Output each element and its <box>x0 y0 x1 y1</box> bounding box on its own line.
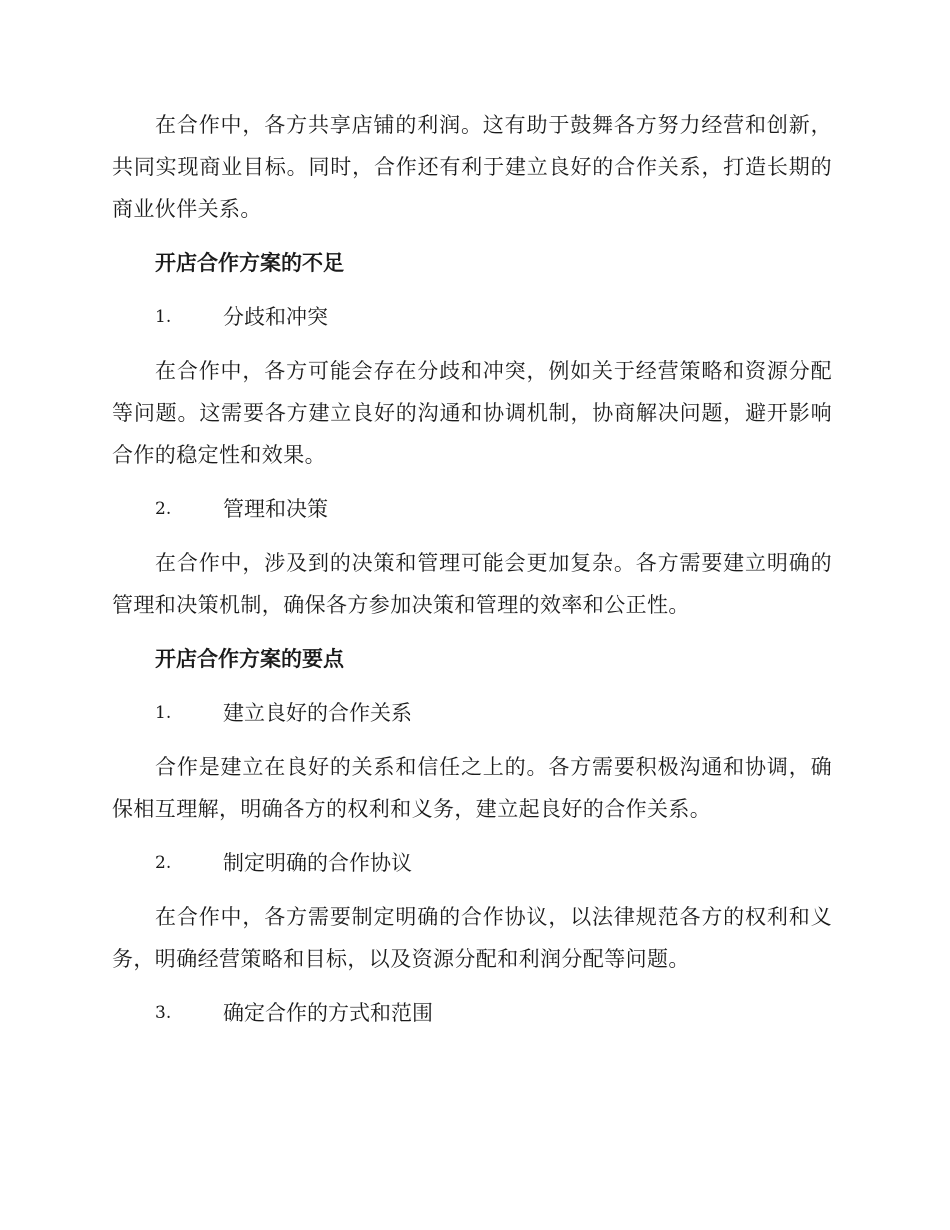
paragraph-profit-sharing: 在合作中，各方共享店铺的利润。这有助于鼓舞各方努力经营和创新，共同实现商业目标。同时，合作还有利于建立良好的合作关系，打造长期的商业伙伴关系。 <box>112 113 832 221</box>
section-heading-key-points: 开店合作方案的要点 <box>155 647 344 671</box>
paragraph-relationship: 合作是建立在良好的关系和信任之上的。各方需要积极沟通和协调，确保相互理解，明确各方的权利和义务，建立起良好的合作关系。 <box>112 755 832 821</box>
list-item-label: 建立良好的合作关系 <box>223 701 412 725</box>
list-item-relationship <box>112 692 832 734</box>
document-page <box>112 104 832 1034</box>
list-item-management <box>112 488 832 530</box>
list-item-label: 制定明确的合作协议 <box>223 851 412 875</box>
list-item-number: 1. <box>155 703 172 723</box>
list-item-number: 2. <box>155 499 172 519</box>
list-item-disagreements <box>112 296 832 338</box>
list-item-number: 1. <box>155 307 172 327</box>
section-heading-drawbacks: 开店合作方案的不足 <box>155 251 344 275</box>
paragraph-management: 在合作中，涉及到的决策和管理可能会更加复杂。各方需要建立明确的管理和决策机制，确保各方参加决策和管理的效率和公正性。 <box>112 551 832 617</box>
paragraph-agreement: 在合作中，各方需要制定明确的合作协议，以法律规范各方的权利和义务，明确经营策略和目标，以及资源分配和利润分配等问题。 <box>112 905 832 971</box>
list-item-scope <box>112 992 832 1034</box>
list-item-number: 2. <box>155 853 172 873</box>
list-item-label: 确定合作的方式和范围 <box>223 1001 433 1025</box>
list-item-agreement <box>112 842 832 884</box>
list-item-label: 管理和决策 <box>223 497 328 521</box>
list-item-label: 分歧和冲突 <box>223 305 328 329</box>
paragraph-disagreements: 在合作中，各方可能会存在分歧和冲突，例如关于经营策略和资源分配等问题。这需要各方建立良好的沟通和协调机制，协商解决问题，避开影响合作的稳定性和效果。 <box>112 359 832 467</box>
list-item-number: 3. <box>155 1003 172 1023</box>
